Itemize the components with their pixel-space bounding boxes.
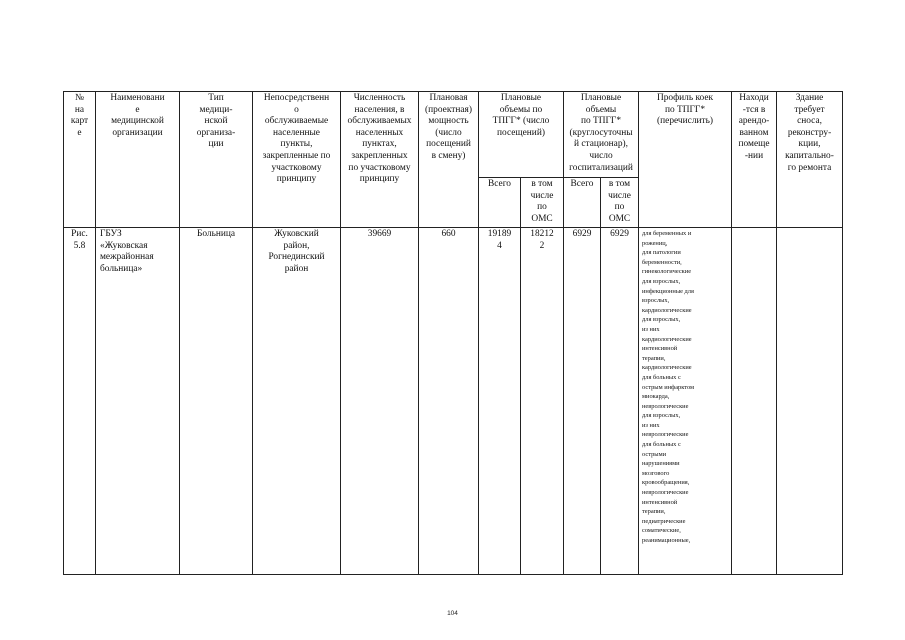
cell-bed-profile: для беременных и рожениц, для патологии беременности, гинекологические для взрослых, инфекционные для взрослых, кардиологические для взрослых, из них кардиологические интенсивной терапии, кардиологические для больных с острым инфарктом миокарда, неврологические для взрослых, из них неврологические для больных с острыми нарушениями мозгового кровообращения, неврологические интенсивной терапии, педиатрические соматические, реанимационные, xyxy=(639,228,732,575)
col-header-hosp-total: Всего xyxy=(564,178,601,228)
col-header-demolish: Здание требует сноса, реконстру- кции, капитально- го ремонта xyxy=(777,92,843,228)
table-row xyxy=(64,228,843,575)
cell-map-number: Рис. 5.8 xyxy=(64,228,96,575)
cell-demolish xyxy=(777,228,843,575)
col-header-served-settlements: Непосредственн о обслуживаемые населенные пункты, закрепленные по участковому принципу xyxy=(253,92,341,228)
col-header-visits: Плановые объемы по ТПГГ* (число посещений) xyxy=(479,92,564,178)
col-header-population: Численность населения, в обслуживаемых населенных пунктах, закрепленных по участковому принципу xyxy=(341,92,419,228)
col-header-capacity: Плановая (проектная) мощность (число посещений в смену) xyxy=(419,92,479,228)
cell-rented xyxy=(732,228,777,575)
cell-org-type: Больница xyxy=(180,228,253,575)
col-header-visits-total: Всего xyxy=(479,178,521,228)
col-header-visits-oms: в том числе по ОМС xyxy=(521,178,564,228)
cell-hosp-total: 6929 xyxy=(564,228,601,575)
medical-organizations-table xyxy=(63,91,843,575)
cell-visits-oms: 18212 2 xyxy=(521,228,564,575)
page-number: 104 xyxy=(447,610,458,617)
col-header-hosp-oms: в том числе по ОМС xyxy=(601,178,639,228)
cell-population: 39669 xyxy=(341,228,419,575)
col-header-hospitalizations: Плановые объемы по ТПГГ* (круглосуточны й стационар), число госпитализаций xyxy=(564,92,639,178)
col-header-rented: Находи -тся в арендо- ванном помеще -нии xyxy=(732,92,777,228)
cell-visits-total: 19189 4 xyxy=(479,228,521,575)
col-header-org-name: Наименовани е медицинской организации xyxy=(96,92,180,228)
col-header-map-number: № на карт е xyxy=(64,92,96,228)
cell-org-name: ГБУЗ «Жуковская межрайонная больница» xyxy=(96,228,180,575)
cell-hosp-oms: 6929 xyxy=(601,228,639,575)
col-header-bed-profile: Профиль коек по ТПГГ* (перечислить) xyxy=(639,92,732,228)
header-row-top xyxy=(64,92,843,178)
cell-capacity: 660 xyxy=(419,228,479,575)
document-sheet xyxy=(63,91,843,575)
cell-served-settlements: Жуковский район, Рогнединский район xyxy=(253,228,341,575)
col-header-org-type: Тип медици- нской организа- ции xyxy=(180,92,253,228)
